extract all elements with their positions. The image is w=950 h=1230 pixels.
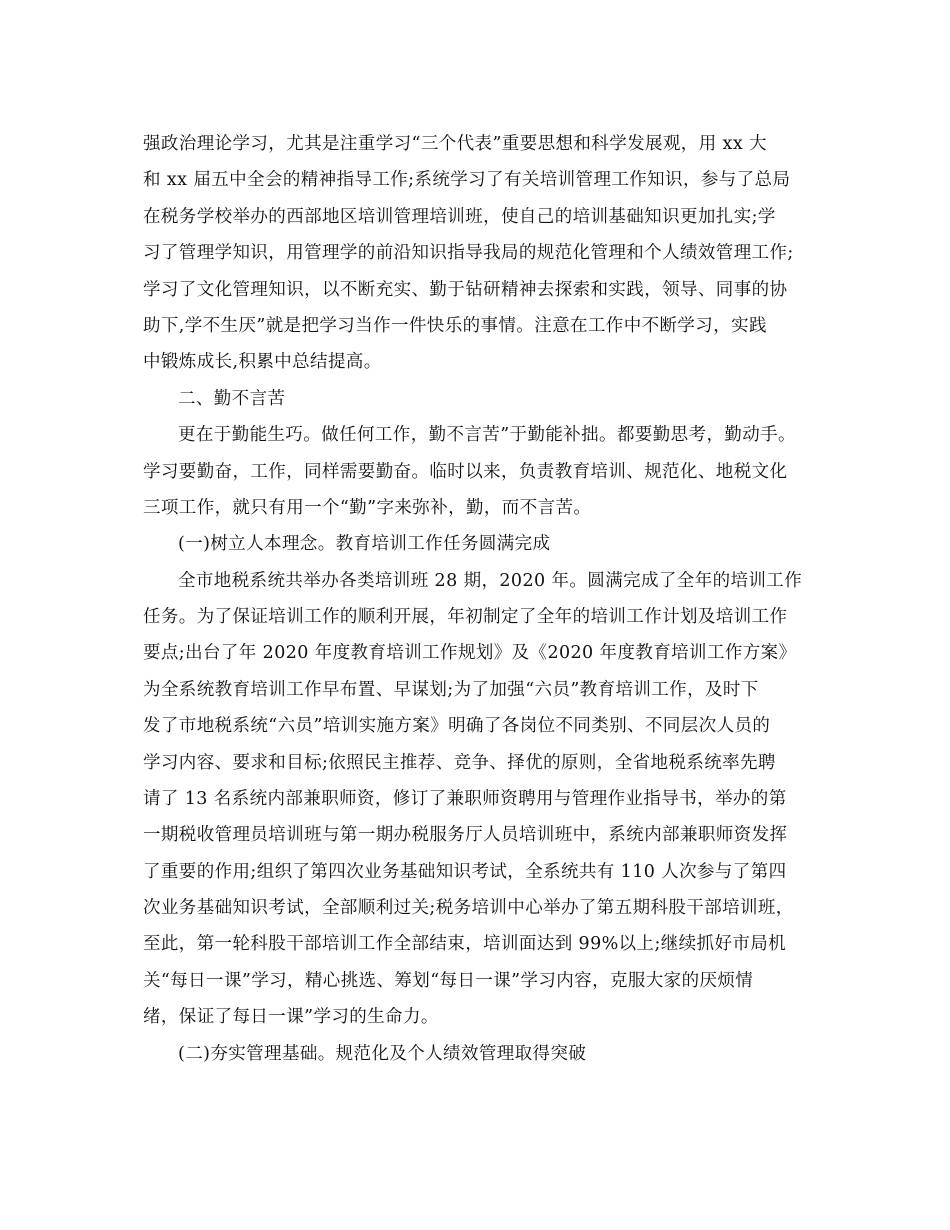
text-line: 和 xx 届五中全会的精神指导工作;系统学习了有关培训管理工作知识，参与了总局 [143, 170, 791, 190]
text-line: 学习要勤奋，工作，同样需要勤奋。临时以来，负责教育培训、规范化、地税文化 [143, 462, 788, 482]
section-heading: 二、勤不言苦 [178, 389, 286, 409]
text-line: 强政治理论学习，尤其是注重学习“三个代表”重要思想和科学发展观，用 xx 大 [143, 134, 767, 154]
text-line: 三项工作，就只有用一个“勤”字来弥补，勤，而不言苦。 [143, 498, 592, 518]
text-line: 学习了文化管理知识，以不断充实、勤于钻研精神去探索和实践，领导、同事的协 [143, 280, 788, 300]
text-line: 次业务基础知识考试，全部顺利过关;税务培训中心举办了第五期科股干部培训班， [143, 898, 794, 918]
paragraph-first-line: 更在于勤能生巧。做任何工作，勤不言苦”于勤能补拙。都要勤思考，勤动手。 [178, 425, 796, 445]
text-line: 为全系统教育培训工作早布置、早谋划;为了加强“六员”教育培训工作，及时下 [143, 680, 759, 700]
text-line: 绪，保证了每日一课”学习的生命力。 [143, 1007, 439, 1027]
text-line: 发了市地税系统“六员”培训实施方案》明确了各岗位不同类别、不同层次人员的 [143, 716, 771, 736]
text-line: 要点;出台了年 2020 年度教育培训工作规划》及《2020 年度教育培训工作方案》 [143, 643, 797, 663]
text-line: 在税务学校举办的西部地区培训管理培训班，使自己的培训基础知识更加扎实;学 [143, 207, 776, 227]
text-line: 至此，第一轮科股干部培训工作全部结束，培训面达到 99%以上;继续抓好市局机 [143, 934, 787, 954]
text-line: 一期税收管理员培训班与第一期办税服务厅人员培训班中，系统内部兼职师资发挥 [143, 825, 788, 845]
text-line: 了重要的作用;组织了第四次业务基础知识考试，全系统共有 110 人次参与了第四 [143, 862, 787, 882]
text-line: 习了管理学知识，用管理学的前沿知识指导我局的规范化管理和个人绩效管理工作; [143, 243, 794, 263]
text-line: 请了 13 名系统内部兼职师资，修订了兼职师资聘用与管理作业指导书，举办的第 [143, 789, 787, 809]
text-line: 任务。为了保证培训工作的顺利开展，年初制定了全年的培训工作计划及培训工作 [143, 607, 788, 627]
text-line: 中锻炼成长,积累中总结提高。 [143, 352, 382, 372]
text-line: 助下,学不生厌”就是把学习当作一件快乐的事情。注意在工作中不断学习，实践 [143, 316, 767, 336]
paragraph-first-line: 全市地税系统共举办各类培训班 28 期，2020 年。圆满完成了全年的培训工作 [178, 571, 803, 591]
text-line: 学习内容、要求和目标;依照民主推荐、竞争、择优的原则，全省地税系统率先聘 [143, 753, 776, 773]
subsection-heading: (二)夯实管理基础。规范化及个人绩效管理取得突破 [178, 1044, 587, 1064]
subsection-heading: (一)树立人本理念。教育培训工作任务圆满完成 [178, 534, 551, 554]
text-line: 关“每日一课”学习，精心挑选、筹划“每日一课”学习内容，克服大家的厌烦情 [143, 971, 754, 991]
